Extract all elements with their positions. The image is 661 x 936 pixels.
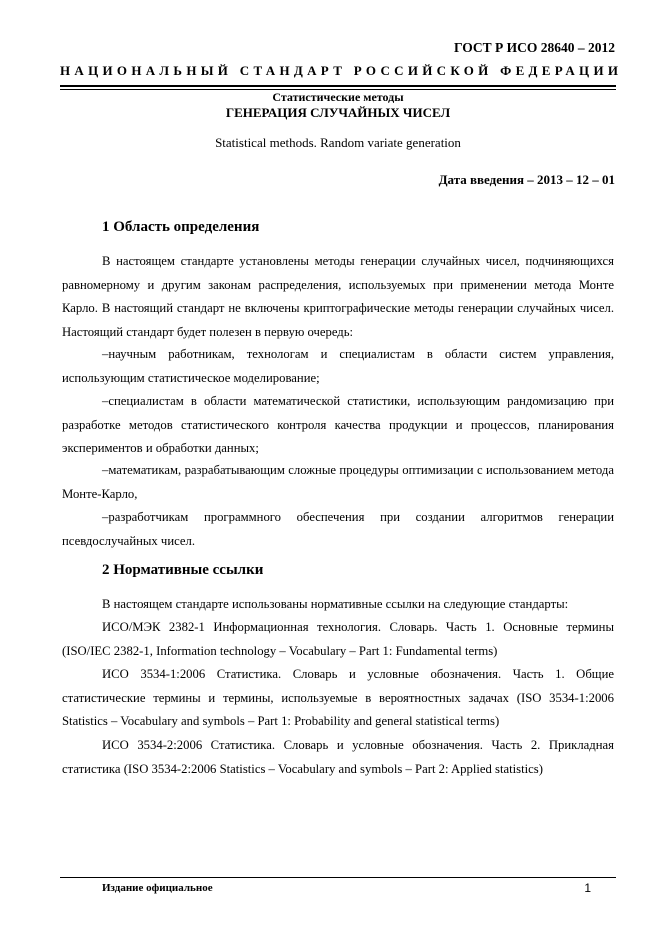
document-title: ГЕНЕРАЦИЯ СЛУЧАЙНЫХ ЧИСЕЛ <box>225 105 451 120</box>
page-number: 1 <box>584 881 591 895</box>
paragraph: В настоящем стандарте установлены методы генерации случайных чисел, подчиняющихся равномерному и другим законам распределения, используемых при применении метода Монте Карло. В настоящий стандарт не включены криптографические методы генерации случайных чисел. Настоящий стандарт будет полезен в первую очередь: <box>62 254 614 339</box>
reference-iso-3534-1: ИСО 3534-1:2006 Статистика. Словарь и условные обозначения. Часть 1. Общие статистические термины и термины, используемые в вероятностных задачах (ISO 3534-1:2006 Statistics – Vocabulary and symbols – Part 1: Probability and general statistical terms) <box>62 667 614 728</box>
paragraph: В настоящем стандарте использованы нормативные ссылки на следующие стандарты: <box>102 597 569 611</box>
section-heading-scope: 1 Область определения <box>102 219 260 235</box>
section-heading-normative-references: 2 Нормативные ссылки <box>102 562 264 578</box>
introduction-date: Дата введения – 2013 – 12 – 01 <box>438 172 615 187</box>
paragraph: –специалистам в области математической статистики, использующим рандомизацию при разработке методов статистического контроля качества продукции и процессов, планирования экспериментов и обработки данных; <box>62 394 614 455</box>
standard-code: ГОСТ Р ИСО 28640 – 2012 <box>453 40 615 55</box>
paragraph: –математикам, разрабатывающим сложные процедуры оптимизации с использованием метода Монте-Карло, <box>62 463 614 501</box>
header-rule-thick <box>60 85 616 87</box>
paragraph: –разработчикам программного обеспечения при создании алгоритмов генерации псевдослучайных чисел. <box>62 510 614 548</box>
national-standard-banner: НАЦИОНАЛЬНЫЙ СТАНДАРТ РОССИЙСКОЙ ФЕДЕРАЦИИ <box>60 63 623 78</box>
official-edition-label: Издание официальное <box>102 882 213 894</box>
document-title-english: Statistical methods. Random variate generation <box>215 135 461 150</box>
reference-iso-iec-2382-1: ИСО/МЭК 2382-1 Информационная технология. Словарь. Часть 1. Основные термины (ISO/IEC 2382-1, Information technology – Vocabulary – Part 1: Fundamental terms) <box>62 620 614 658</box>
paragraph: –научным работникам, технологам и специалистам в области систем управления, использующим статистическое моделирование; <box>62 347 614 385</box>
reference-iso-3534-2: ИСО 3534-2:2006 Статистика. Словарь и условные обозначения. Часть 2. Прикладная статистика (ISO 3534-2:2006 Statistics – Vocabulary and symbols – Part 2: Applied statistics) <box>62 738 614 776</box>
document-subtitle: Статистические методы <box>272 90 404 104</box>
footer-rule <box>60 877 616 878</box>
